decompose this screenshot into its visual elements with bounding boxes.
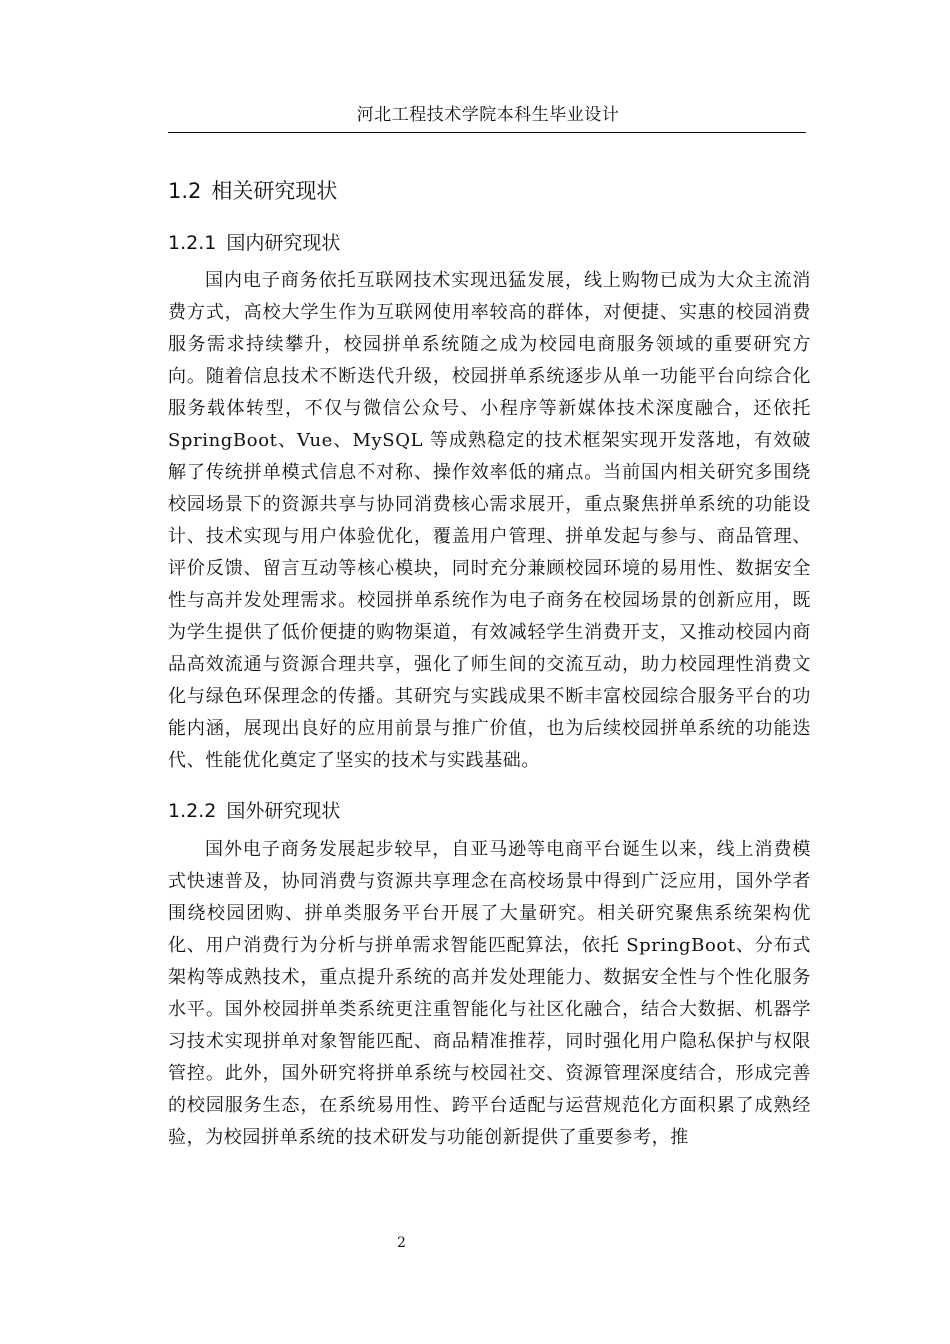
subsection-title: 国内研究现状 xyxy=(226,232,341,254)
subsection-heading-foreign xyxy=(168,798,340,824)
running-header: 河北工程技术学院本科生毕业设计 xyxy=(356,105,620,125)
subsection-heading-domestic xyxy=(168,230,340,256)
body-paragraph-foreign: 国外电子商务发展起步较早，自亚马逊等电商平台诞生以来，线上消费模式快速普及，协同消费与资源共享理念在高校场景中得到广泛应用，国外学者围绕校园团购、拼单类服务平台开展了大量研究。相关研究聚焦系统架构优化、用户消费行为分析与拼单需求智能匹配算法，依托 SpringBoot、分布式架构等成熟技术，重点提升系统的高并发处理能力、数据安全性与个性化服务水平。国外校园拼单类系统更注重智能化与社区化融合，结合大数据、机器学习技术实现拼单对象智能匹配、商品精准推荐，同时强化用户隐私保护与权限管控。此外，国外研究将拼单系统与校园社交、资源管理深度结合，形成完善的校园服务生态，在系统易用性、跨平台适配与运营规范化方面积累了成熟经验，为校园拼单系统的技术研发与功能创新提供了重要参考，推 xyxy=(168,839,811,1148)
page-number: 2 xyxy=(397,1235,406,1251)
subsection-number: 1.2.1 xyxy=(168,232,217,254)
header-rule xyxy=(168,132,806,133)
section-heading xyxy=(168,177,337,205)
section-number: 1.2 xyxy=(168,179,202,203)
subsection-title: 国外研究现状 xyxy=(226,800,341,822)
subsection-number: 1.2.2 xyxy=(168,800,217,822)
section-title: 相关研究现状 xyxy=(211,179,338,203)
body-paragraph-domestic: 国内电子商务依托互联网技术实现迅猛发展，线上购物已成为大众主流消费方式，高校大学生作为互联网使用率较高的群体，对便捷、实惠的校园消费服务需求持续攀升，校园拼单系统随之成为校园电商服务领域的重要研究方向。随着信息技术不断迭代升级，校园拼单系统逐步从单一功能平台向综合化服务载体转型，不仅与微信公众号、小程序等新媒体技术深度融合，还依托 SpringBoot、Vue、MySQL 等成熟稳定的技术框架实现开发落地，有效破解了传统拼单模式信息不对称、操作效率低的痛点。当前国内相关研究多围绕校园场景下的资源共享与协同消费核心需求展开，重点聚焦拼单系统的功能设计、技术实现与用户体验优化，覆盖用户管理、拼单发起与参与、商品管理、评价反馈、留言互动等核心模块，同时充分兼顾校园环境的易用性、数据安全性与高并发处理需求。校园拼单系统作为电子商务在校园场景的创新应用，既为学生提供了低价便捷的购物渠道，有效减轻学生消费开支，又推动校园内商品高效流通与资源合理共享，强化了师生间的交流互动，助力校园理性消费文化与绿色环保理念的传播。其研究与实践成果不断丰富校园综合服务平台的功能内涵，展现出良好的应用前景与推广价值，也为后续校园拼单系统的功能迭代、性能优化奠定了坚实的技术与实践基础。 xyxy=(168,270,811,771)
